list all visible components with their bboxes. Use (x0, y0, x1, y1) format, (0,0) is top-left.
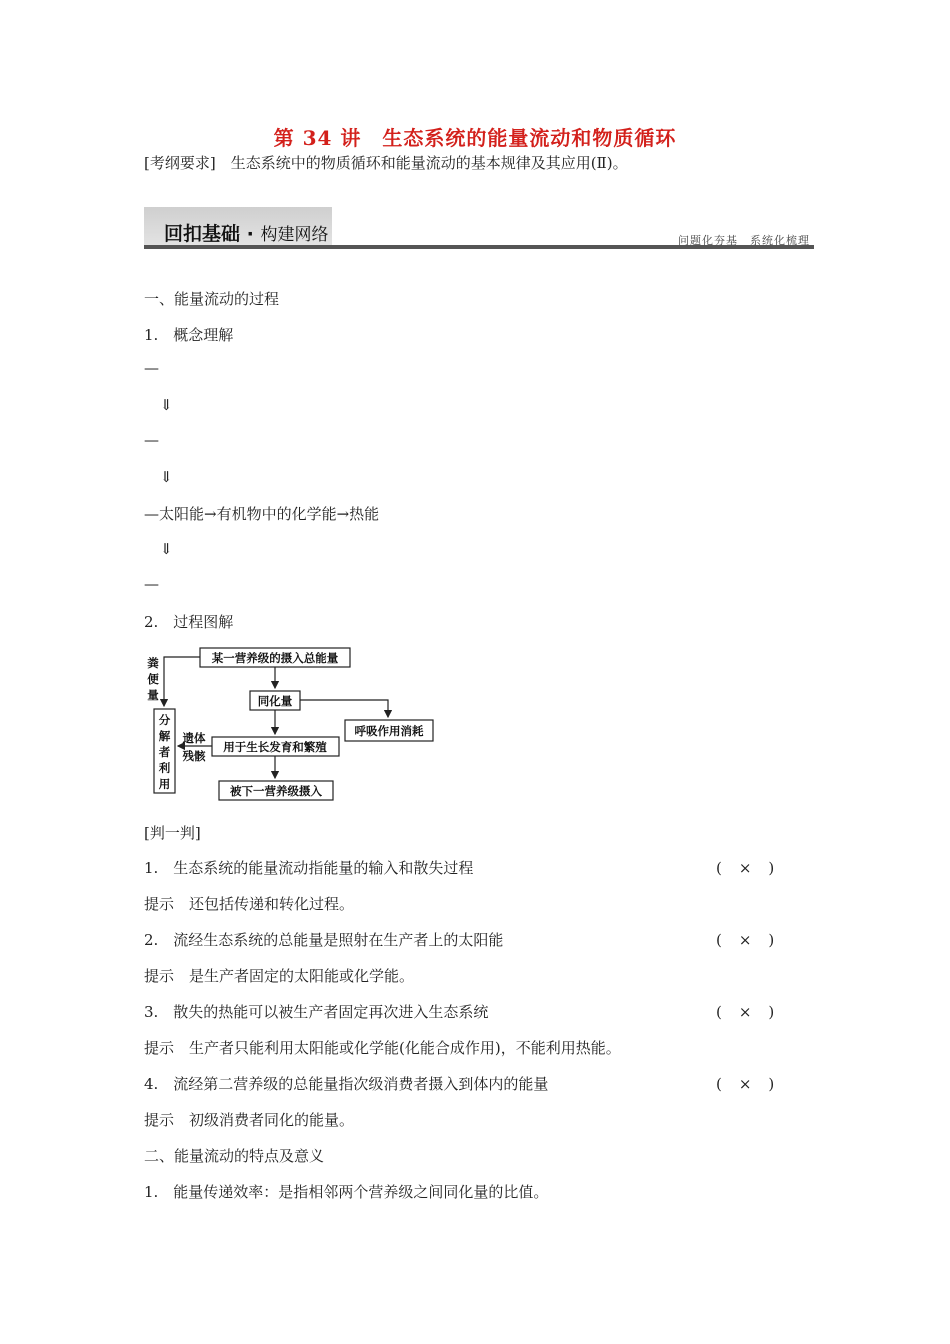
judge-question-4: 4. 流经第二营养级的总能量指次级消费者摄入到体内的能量 (144, 1075, 549, 1093)
remains-label-2: 残骸 (182, 749, 206, 763)
banner-title (164, 219, 328, 246)
assimilation-label: 同化量 (257, 694, 293, 708)
energy-flow-diagram (140, 642, 450, 812)
judge-mark-1: ( × ) (716, 859, 776, 877)
down-arrow-3: ⇓ (160, 540, 173, 558)
exam-requirement: [考纲要求] 生态系统中的物质循环和能量流动的基本规律及其应用(Ⅱ)。 (144, 154, 628, 172)
decomposer-label-4: 利 (158, 761, 171, 775)
section2-heading: 二、能量流动的特点及意义 (144, 1147, 325, 1165)
section1-heading: 一、能量流动的过程 (144, 290, 280, 308)
feces-label-1: 粪 (147, 656, 159, 670)
banner-main-text: 回扣基础 (164, 223, 241, 245)
judge-hint-1: 提示 还包括传递和转化过程。 (144, 895, 355, 913)
section-banner (144, 207, 814, 251)
judge-hint-2: 提示 是生产者固定的太阳能或化学能。 (144, 967, 415, 985)
judge-mark-4: ( × ) (716, 1075, 776, 1093)
judge-question-3: 3. 散失的热能可以被生产者固定再次进入生态系统 (144, 1003, 489, 1021)
concept-line-2: — (144, 431, 159, 449)
banner-tagline: 问题化夯基 系统化梳理 (678, 234, 810, 247)
banner-sub-text: 构建网络 (260, 225, 329, 245)
decomposer-label-2: 解 (158, 729, 171, 743)
concept-line-4: — (144, 575, 159, 593)
banner-dot: · (240, 223, 261, 245)
down-arrow-1: ⇓ (160, 396, 173, 414)
down-arrow-2: ⇓ (160, 468, 173, 486)
judge-mark-2: ( × ) (716, 931, 776, 949)
page-title: 第 34 讲 生态系统的能量流动和物质循环 (273, 126, 677, 150)
judge-hint-3: 提示 生产者只能利用太阳能或化学能(化能合成作用)，不能利用热能。 (144, 1039, 621, 1057)
concept-line-1: — (144, 359, 159, 377)
judge-mark-3: ( × ) (716, 1003, 776, 1021)
judge-question-2: 2. 流经生态系统的总能量是照射在生产者上的太阳能 (144, 931, 504, 949)
decomposer-label-3: 者 (158, 745, 171, 759)
next-level-label: 被下一营养级摄入 (230, 784, 322, 798)
respiration-label: 呼吸作用消耗 (354, 724, 424, 738)
feces-label-2: 便 (147, 672, 159, 686)
decomposer-label-5: 用 (158, 777, 171, 791)
decomposer-label-1: 分 (158, 713, 171, 727)
remains-label-1: 遗体 (182, 731, 206, 745)
concept-subheading: 1. 概念理解 (144, 326, 234, 344)
feces-label-3: 量 (147, 688, 159, 702)
judge-hint-4: 提示 初级消费者同化的能量。 (144, 1111, 355, 1129)
judge-heading: [判一判] (144, 824, 201, 842)
intake-label: 某一营养级的摄入总能量 (211, 651, 339, 665)
judge-question-1: 1. 生态系统的能量流动指能量的输入和散失过程 (144, 859, 474, 877)
growth-label: 用于生长发育和繁殖 (223, 740, 327, 754)
efficiency-definition: 1. 能量传递效率：是指相邻两个营养级之间同化量的比值。 (144, 1183, 549, 1201)
process-subheading: 2. 过程图解 (144, 613, 234, 631)
concept-line-3: —太阳能→有机物中的化学能→热能 (144, 505, 380, 523)
